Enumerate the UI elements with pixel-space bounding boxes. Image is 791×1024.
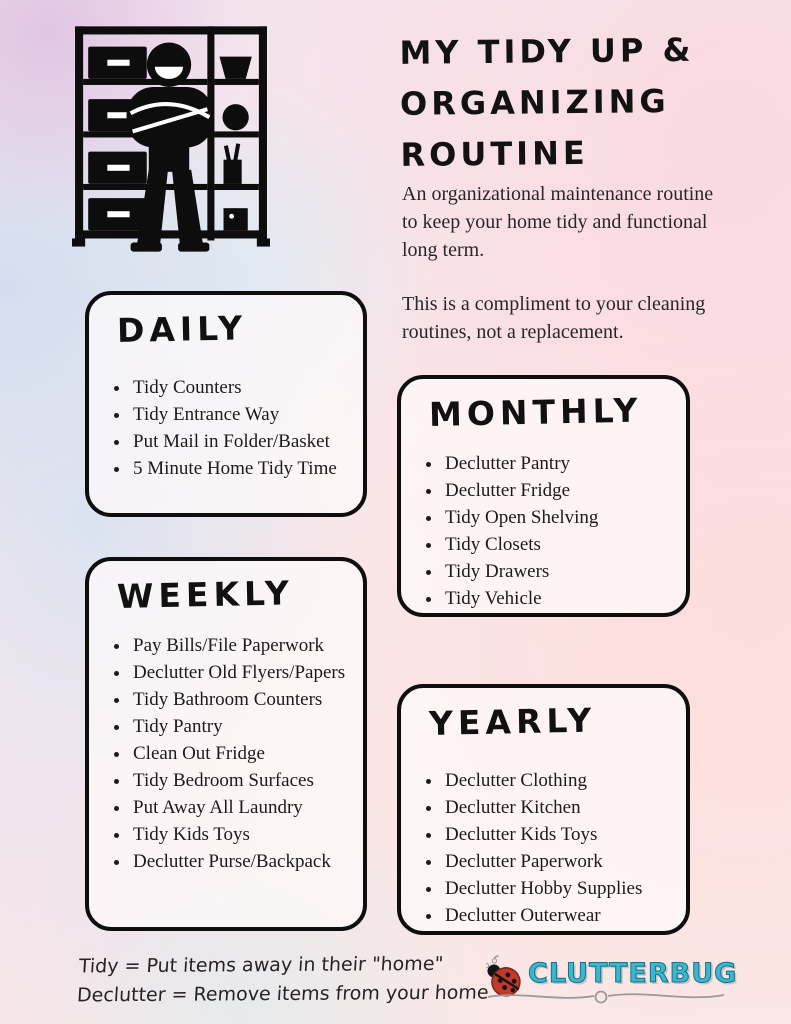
definitions xyxy=(76,950,491,1011)
daily-title: DAILY xyxy=(116,308,248,350)
yearly-title: YEARLY xyxy=(428,700,597,743)
person-with-organized-shelves-illustration xyxy=(70,16,272,264)
daily-card xyxy=(85,291,367,517)
intro-paragraph-1: An organizational maintenance routine to keep your home tidy and functional long term. xyxy=(402,183,714,261)
routine-item: • Declutter Purse/Backpack xyxy=(131,848,355,875)
routine-item: • Put Away All Laundry xyxy=(131,794,355,821)
routine-item: • Declutter Hobby Supplies xyxy=(443,875,678,902)
routine-item: • Put Mail in Folder/Basket xyxy=(131,428,355,455)
weekly-list xyxy=(89,632,355,875)
routine-item: • Declutter Outerwear xyxy=(443,902,678,929)
yearly-card xyxy=(397,684,690,935)
page-title: MY TIDY UP & ORGANIZING ROUTINE xyxy=(399,30,695,174)
routine-item: • Tidy Pantry xyxy=(131,713,355,740)
intro-text xyxy=(402,180,717,346)
routine-item: • Pay Bills/File Paperwork xyxy=(131,632,355,659)
routine-item: • Clean Out Fridge xyxy=(131,740,355,767)
intro-paragraph-2: This is a compliment to your cleaning routines, not a replacement. xyxy=(402,293,706,343)
routine-item: • Declutter Clothing xyxy=(443,767,678,794)
routine-item: • Declutter Paperwork xyxy=(443,848,678,875)
routine-item: • Tidy Open Shelving xyxy=(443,504,678,531)
monthly-card xyxy=(397,375,690,617)
routine-item: • Tidy Bedroom Surfaces xyxy=(131,767,355,794)
routine-item: • Tidy Bathroom Counters xyxy=(131,686,355,713)
brand-name: CLUTTERBUG xyxy=(528,958,738,989)
weekly-card xyxy=(85,557,367,931)
daily-list xyxy=(89,374,355,482)
routine-item: • Declutter Fridge xyxy=(443,477,678,504)
routine-item: • Declutter Kitchen xyxy=(443,794,678,821)
monthly-list xyxy=(401,450,678,612)
yearly-list xyxy=(401,767,678,929)
squiggle-underline-icon xyxy=(488,988,724,1006)
tidy-definition: Tidy = Put items away in their "home" xyxy=(78,952,444,978)
routine-item: • 5 Minute Home Tidy Time xyxy=(131,455,355,482)
routine-item: • Declutter Old Flyers/Papers xyxy=(131,659,355,686)
routine-item: • Declutter Pantry xyxy=(443,450,678,477)
routine-item: • Tidy Drawers xyxy=(443,558,678,585)
routine-item: • Tidy Vehicle xyxy=(443,585,678,612)
routine-item: • Tidy Counters xyxy=(131,374,355,401)
routine-item: • Tidy Closets xyxy=(443,531,678,558)
routine-item: • Tidy Kids Toys xyxy=(131,821,355,848)
monthly-title: MONTHLY xyxy=(428,390,643,434)
declutter-definition: Declutter = Remove items from your home xyxy=(76,981,490,1007)
routine-item: • Declutter Kids Toys xyxy=(443,821,678,848)
clutterbug-logo xyxy=(486,950,738,1008)
weekly-title: WEEKLY xyxy=(116,573,295,616)
routine-item: • Tidy Entrance Way xyxy=(131,401,355,428)
